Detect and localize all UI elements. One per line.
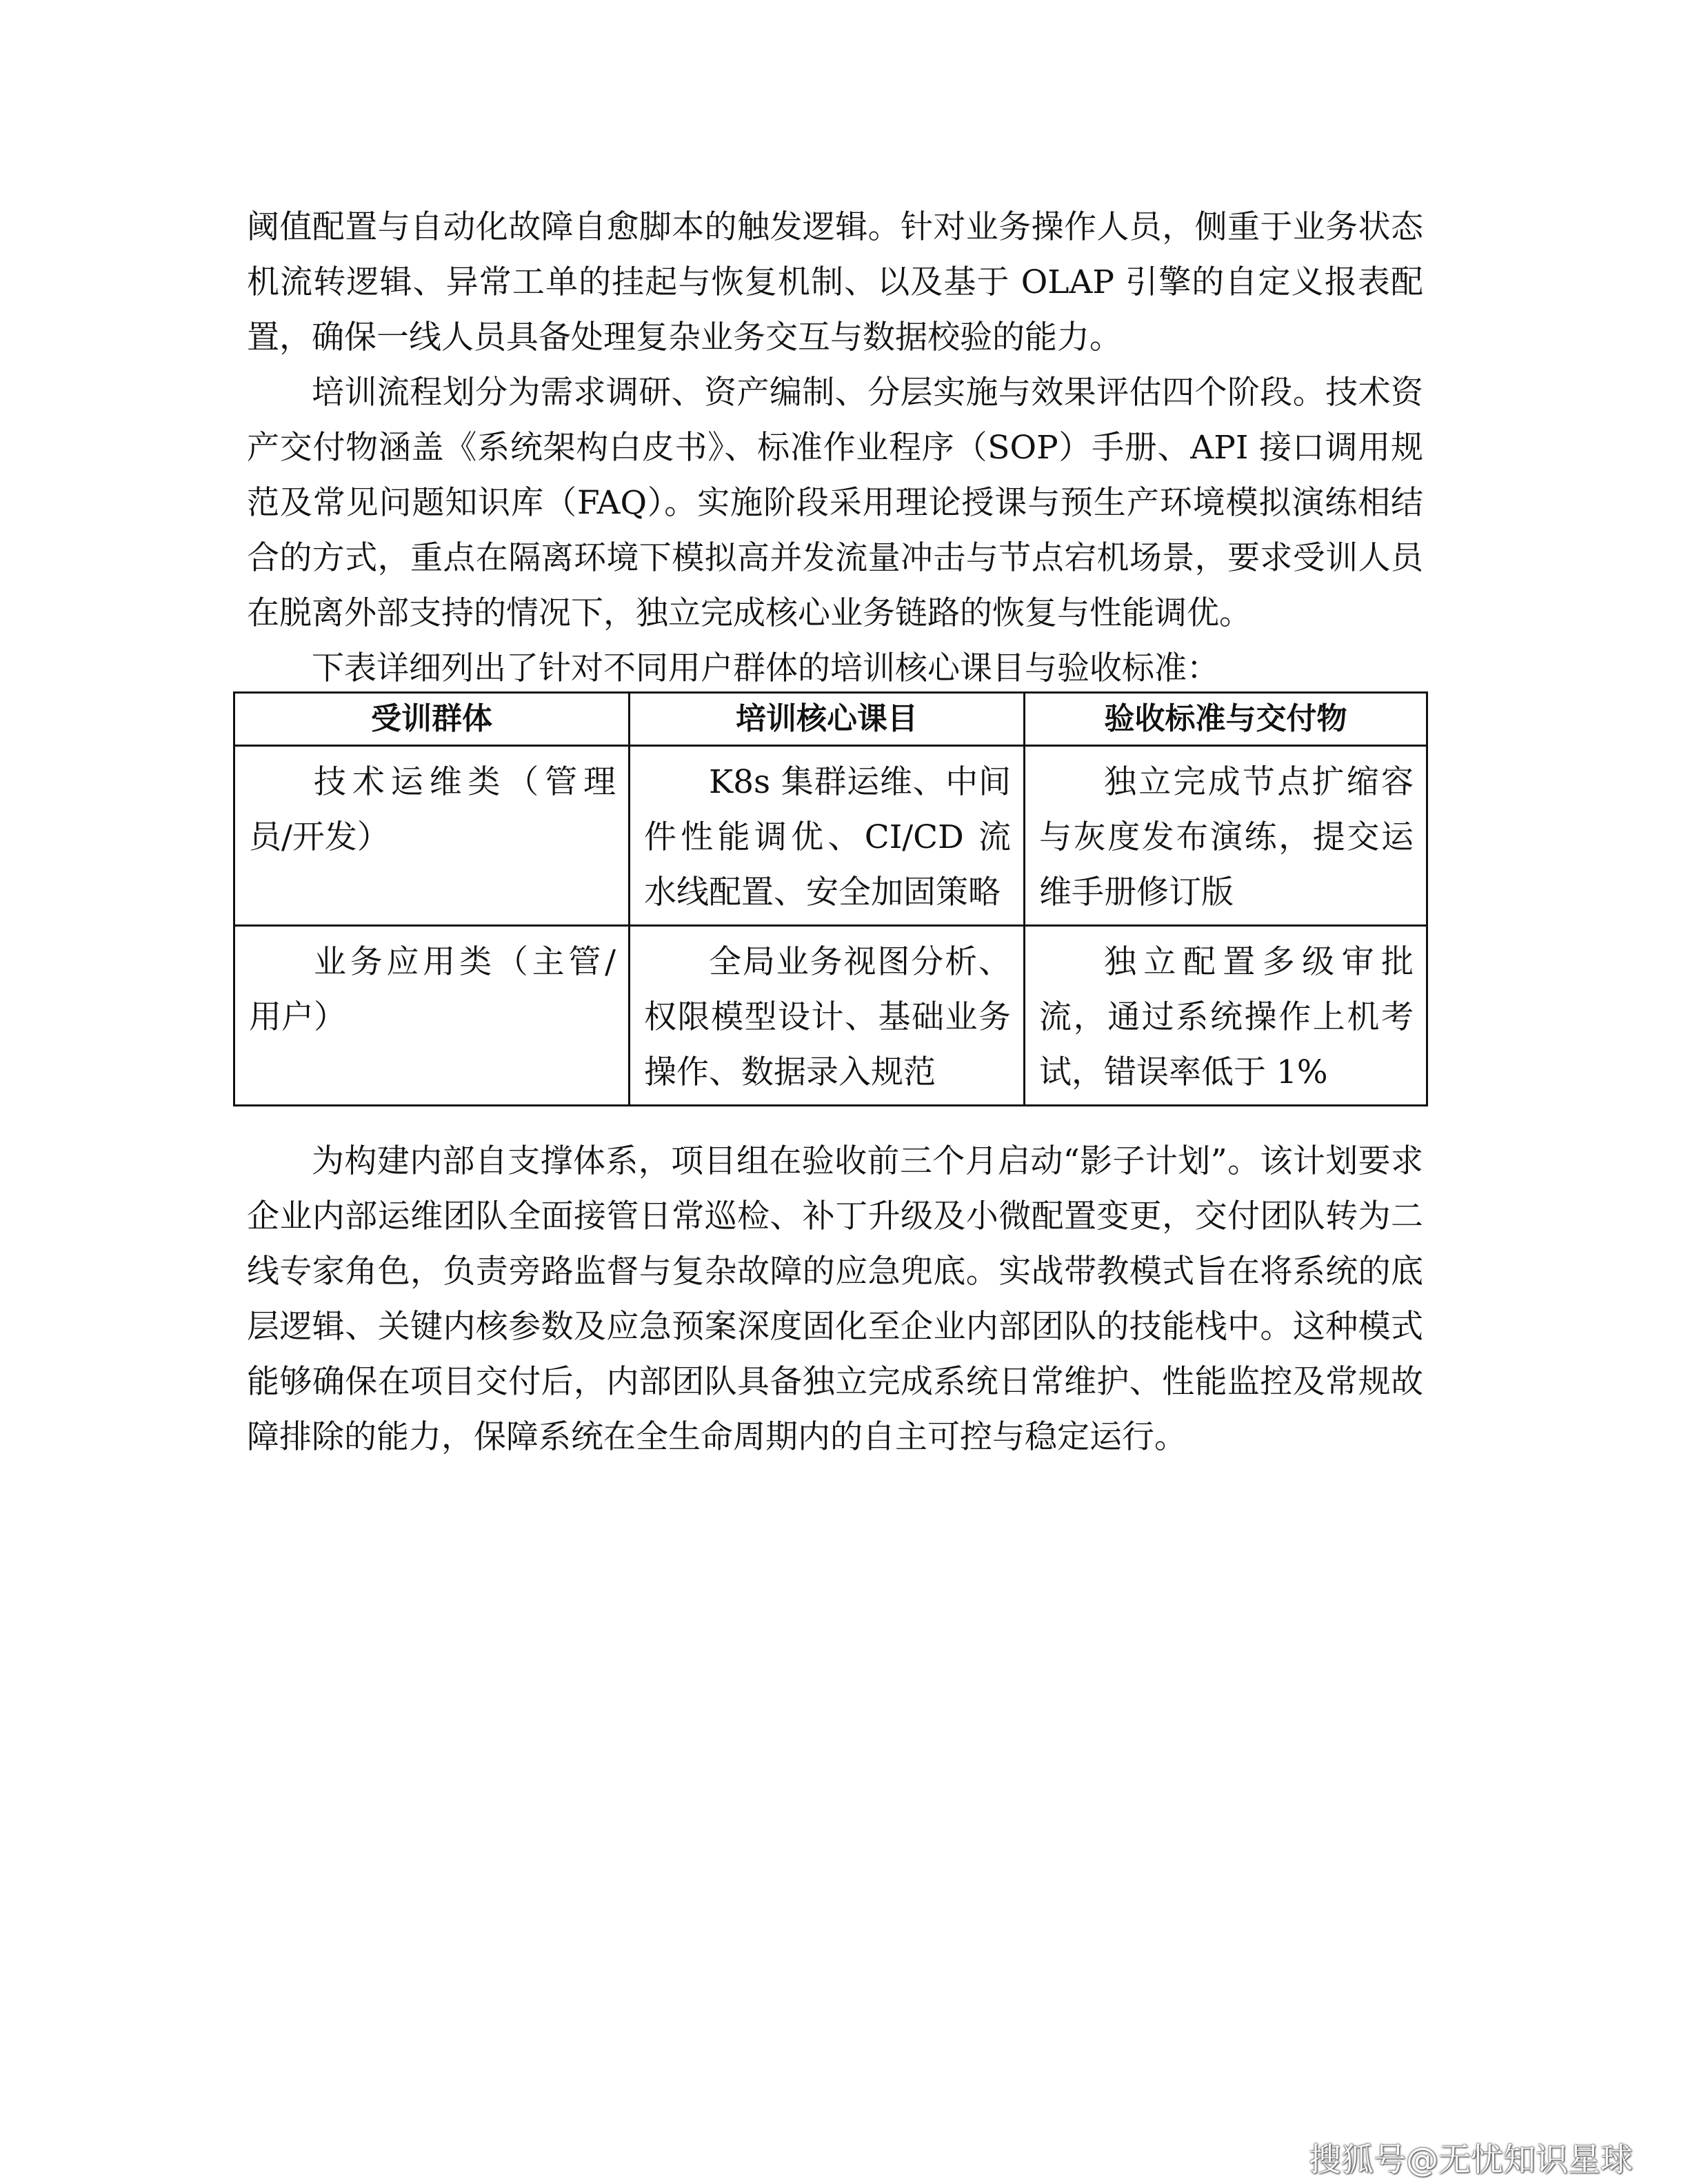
header-trainee-group: 受训群体	[234, 693, 630, 746]
header-acceptance-criteria: 验收标准与交付物	[1025, 693, 1427, 746]
paragraph-training-focus: 阈值配置与自动化故障自愈脚本的触发逻辑。针对业务操作人员，侧重于业务状态机流转逻辑、异常工单的挂起与恢复机制、以及基于 OLAP 引擎的自定义报表配置，确保一线人员具备处理复杂业务交互与数据校验的能力。	[247, 208, 1423, 356]
table-header-row	[234, 693, 1427, 746]
table-cell: K8s 集群运维、中间件性能调优、CI/CD 流水线配置、安全加固策略	[630, 746, 1025, 926]
table-row	[234, 926, 1427, 1106]
watermark: 搜狐号@无忧知识星球	[1309, 2141, 1633, 2179]
table-row	[234, 746, 1427, 926]
paragraph-training-process: 培训流程划分为需求调研、资产编制、分层实施与效果评估四个阶段。技术资产交付物涵盖《系统架构白皮书》、标准作业程序（SOP）手册、API 接口调用规范及常见问题知识库（FAQ）。实施阶段采用理论授课与预生产环境模拟演练相结合的方式，重点在隔离环境下模拟高并发流量冲击与节点宕机场景，要求受训人员在脱离外部支持的情况下，独立完成核心业务链路的恢复与性能调优。	[247, 374, 1423, 632]
table-cell: 业务应用类（主管/用户）	[234, 926, 630, 1106]
table-cell: 独立完成节点扩缩容与灰度发布演练，提交运维手册修订版	[1025, 746, 1427, 926]
header-core-subjects: 培训核心课目	[630, 693, 1025, 746]
table-cell: 技术运维类（管理员/开发）	[234, 746, 630, 926]
table-cell: 独立配置多级审批流，通过系统操作上机考试，错误率低于 1%	[1025, 926, 1427, 1106]
table-cell: 全局业务视图分析、权限模型设计、基础业务操作、数据录入规范	[630, 926, 1025, 1106]
training-table	[233, 691, 1428, 1106]
paragraph-shadow-plan: 为构建内部自支撑体系，项目组在验收前三个月启动“影子计划”。该计划要求企业内部运维团队全面接管日常巡检、补丁升级及小微配置变更，交付团队转为二线专家角色，负责旁路监督与复杂故障的应急兜底。实战带教模式旨在将系统的底层逻辑、关键内核参数及应急预案深度固化至企业内部团队的技能栈中。这种模式能够确保在项目交付后，内部团队具备独立完成系统日常维护、性能监控及常规故障排除的能力，保障系统在全生命周期内的自主可控与稳定运行。	[247, 1142, 1423, 1456]
paragraph-table-intro: 下表详细列出了针对不同用户群体的培训核心课目与验收标准：	[312, 649, 1219, 687]
